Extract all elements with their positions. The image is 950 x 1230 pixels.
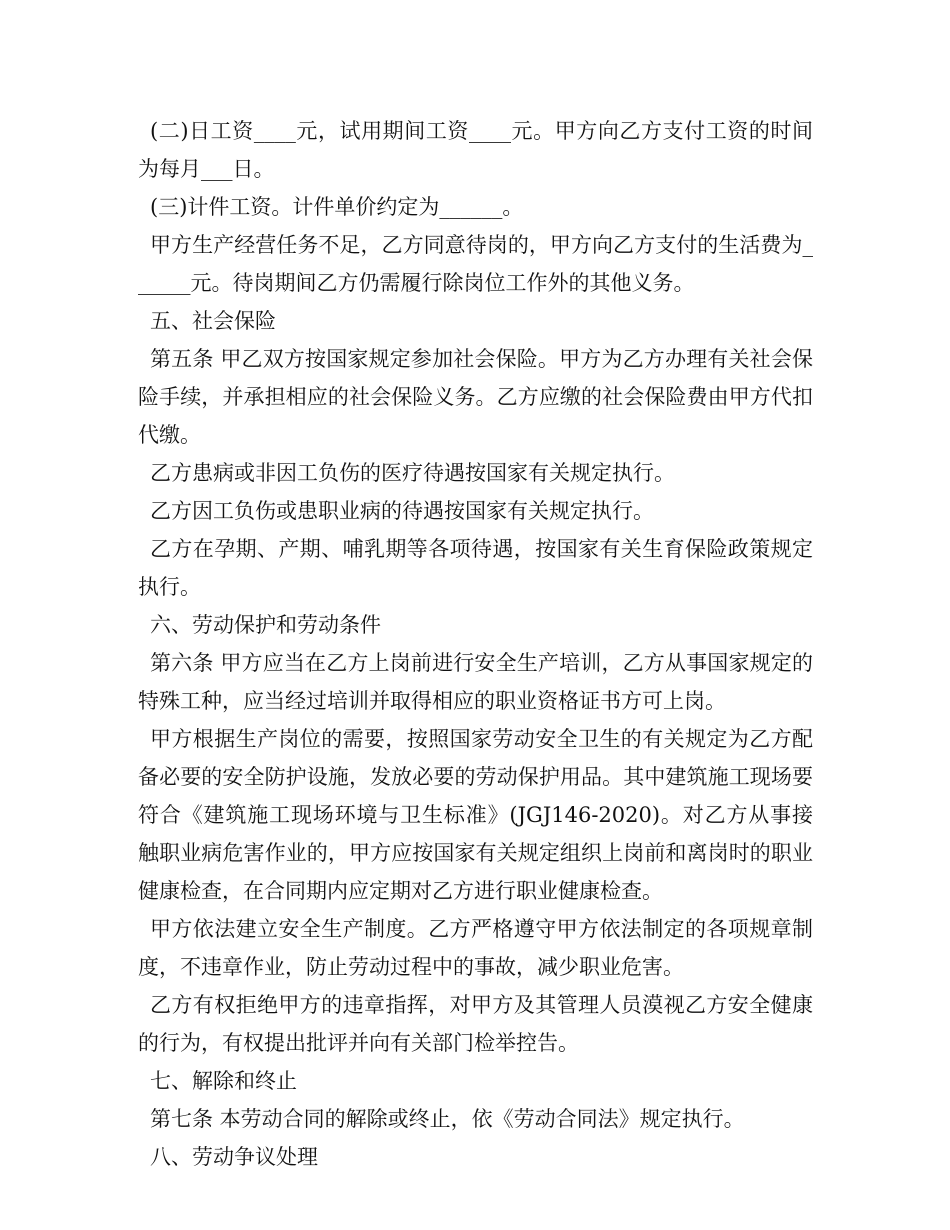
paragraph-work-injury: 乙方因工负伤或患职业病的待遇按国家有关规定执行。 <box>150 499 654 523</box>
section-heading-dispute: 八、劳动争议处理 <box>150 1145 318 1169</box>
paragraph-right-to-refuse: 乙方有权拒绝甲方的违章指挥，对甲方及其管理人员漠视乙方安全健康的行为，有权提出批评并向有关部门检举控告。 <box>138 993 813 1055</box>
paragraph-medical-treatment: 乙方患病或非因工负伤的医疗待遇按国家有关规定执行。 <box>150 461 675 485</box>
document-body <box>138 112 813 1176</box>
section-heading-termination: 七、解除和终止 <box>150 1069 297 1093</box>
section-heading-social-insurance: 五、社会保险 <box>150 309 276 333</box>
paragraph-maternity: 乙方在孕期、产期、哺乳期等各项待遇，按国家有关生育保险政策规定执行。 <box>138 537 813 599</box>
paragraph-article-7: 第七条 本劳动合同的解除或终止，依《劳动合同法》规定执行。 <box>150 1107 745 1131</box>
paragraph-safety-system: 甲方依法建立安全生产制度。乙方严格遵守甲方依法制定的各项规章制度，不违章作业，防止劳动过程中的事故，减少职业危害。 <box>138 917 813 979</box>
paragraph-wage-piecework: (三)计件工资。计件单价约定为______。 <box>150 195 524 219</box>
paragraph-safety-equipment: 甲方根据生产岗位的需要，按照国家劳动安全卫生的有关规定为乙方配备必要的安全防护设施，发放必要的劳动保护用品。其中建筑施工现场要符合《建筑施工现场环境与卫生标准》(JGJ146-2020)。对乙方从事接触职业病危害作业的，甲方应按国家有关规定组织上岗前和离岗时的职业健康检查，在合同期内应定期对乙方进行职业健康检查。 <box>138 727 813 903</box>
paragraph-wage-daily: (二)日工资____元，试用期间工资____元。甲方向乙方支付工资的时间为每月___日。 <box>138 119 813 181</box>
section-heading-labor-protection: 六、劳动保护和劳动条件 <box>150 613 381 637</box>
paragraph-standby-allowance: 甲方生产经营任务不足，乙方同意待岗的，甲方向乙方支付的生活费为______元。待岗期间乙方仍需履行除岗位工作外的其他义务。 <box>138 233 813 295</box>
paragraph-article-6: 第六条 甲方应当在乙方上岗前进行安全生产培训，乙方从事国家规定的特殊工种，应当经过培训并取得相应的职业资格证书方可上岗。 <box>138 651 813 713</box>
paragraph-article-5: 第五条 甲乙双方按国家规定参加社会保险。甲方为乙方办理有关社会保险手续，并承担相应的社会保险义务。乙方应缴的社会保险费由甲方代扣代缴。 <box>138 347 813 447</box>
